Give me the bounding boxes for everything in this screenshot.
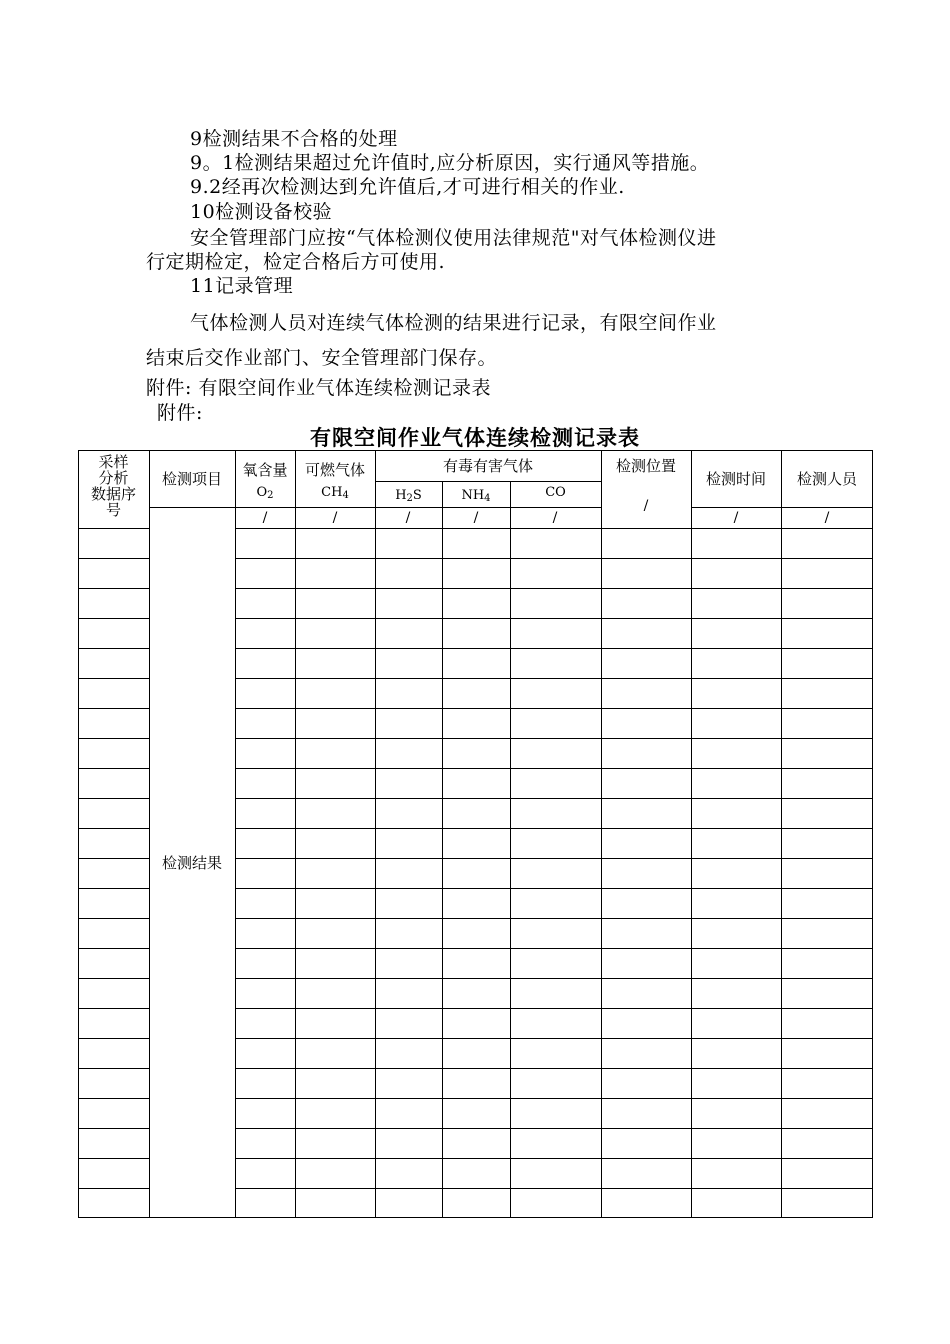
header-sample-line: 分析 — [98, 469, 129, 487]
formula-text: CH — [321, 485, 343, 500]
unit-slash: / — [643, 498, 649, 514]
header-toxic: 有毒有害气体 — [442, 457, 533, 475]
unit-slash: / — [262, 510, 268, 526]
unit-slash: / — [473, 510, 479, 526]
header-person: 检测人员 — [796, 470, 857, 488]
text-line: 气体检测人员对连续气体检测的结果进行记录，有限空间作业 — [190, 312, 717, 334]
unit-slash: / — [733, 510, 739, 526]
header-h2s — [375, 487, 442, 507]
header-combustible: 可燃气体 — [304, 461, 365, 479]
formula-subscript: 4 — [484, 493, 491, 504]
header-combustible-formula — [295, 484, 375, 504]
formula-text: H — [395, 488, 407, 503]
header-sample-line: 数据序 — [90, 485, 136, 503]
formula-text: S — [412, 488, 422, 503]
header-item: 检测项目 — [161, 470, 222, 488]
unit-slash: / — [405, 510, 411, 526]
header-nh4 — [442, 487, 510, 507]
text-line: 行定期检定，检定合格后方可使用. — [146, 251, 446, 273]
header-oxygen: 氧含量 — [242, 461, 288, 479]
formula-subscript: 2 — [267, 490, 274, 501]
text-line: 安全管理部门应按“气体检测仪使用法律规范"对气体检测仪进 — [190, 227, 717, 249]
formula-subscript: 4 — [342, 490, 349, 501]
table-title: 有限空间作业气体连续检测记录表 — [310, 426, 640, 450]
text-line: 9。1检测结果超过允许值时,应分析原因，实行通风等措施。 — [190, 152, 710, 174]
formula-text: NH — [461, 488, 485, 503]
table-border — [79, 451, 873, 1218]
text-line: 结束后交作业部门、安全管理部门保存。 — [146, 347, 498, 369]
text-line: 10检测设备校验 — [190, 201, 333, 223]
header-sample-line: 采样 — [98, 453, 129, 471]
header-time: 检测时间 — [705, 470, 766, 488]
result-label: 检测结果 — [161, 854, 222, 872]
formula-subscript: 2 — [406, 493, 413, 504]
header-sample-line: 号 — [105, 501, 121, 519]
text-line: 附件: — [157, 402, 203, 424]
unit-slash: / — [824, 510, 830, 526]
unit-slash: / — [552, 510, 558, 526]
text-line: 11记录管理 — [190, 275, 294, 297]
text-line: 附件: 有限空间作业气体连续检测记录表 — [146, 377, 491, 399]
unit-slash: / — [332, 510, 338, 526]
header-co: CO — [545, 485, 566, 500]
header-location: 检测位置 — [615, 457, 676, 475]
formula-text: O — [256, 485, 268, 500]
text-line: 9检测结果不合格的处理 — [190, 128, 398, 150]
header-oxygen-formula — [235, 484, 295, 504]
text-line: 9.2经再次检测达到允许值后,才可进行相关的作业. — [190, 176, 625, 198]
